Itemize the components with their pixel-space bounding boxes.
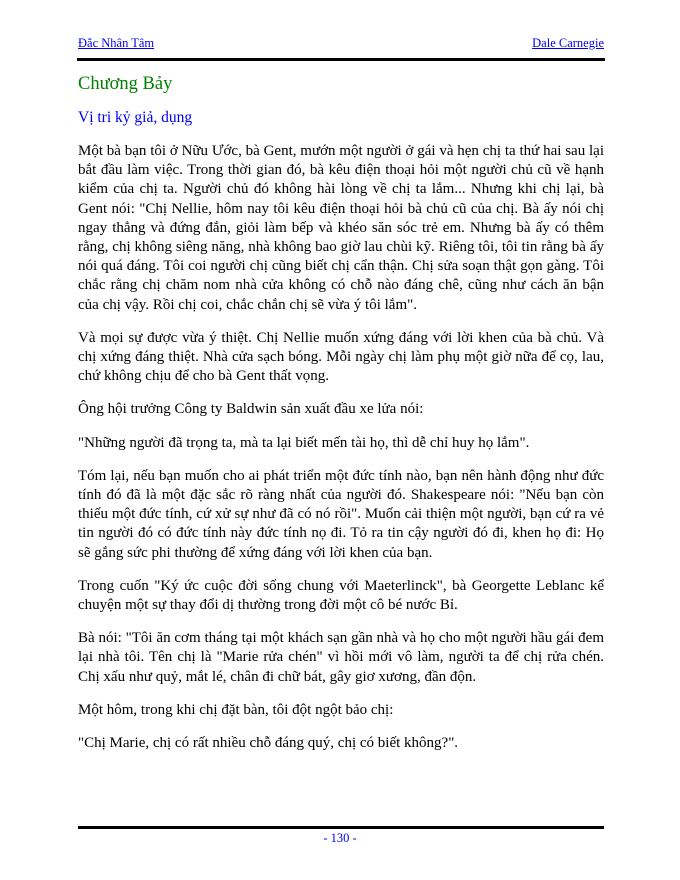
paragraph: Ông hội trưởng Công ty Baldwin sản xuất đầu xe lửa nói: xyxy=(78,401,424,418)
paragraph: Tóm lại, nếu bạn muốn cho ai phát triển một đức tính nào, bạn nên hành động như đức tính đó đã là một đặc sắc rõ ràng nhất của người đó. Shakespeare nói: "Nếu bạn còn thiếu một đức tính, cứ xử sự như đã có nó rồi". Muốn cải thiện một người, bạn cứ ra vẻ tin người đó có đức tính này đức tính nọ đi. Tỏ ra tin cậy người đó đi, khen họ đi: Họ sẽ gắng sức phi thường để xứng đáng với lời khen của bạn. xyxy=(78,467,604,561)
paragraph: Bà nói: "Tôi ăn cơm tháng tại một khách sạn gần nhà và họ cho một người hầu gái đem lại nhà tôi. Tên chị là "Marie rửa chén" vì hồi mới vô làm, người ta để chị rửa chén. Chị xấu như quỷ, mắt lé, chân đi chữ bát, gây giơ xương, đần độn. xyxy=(78,630,604,685)
paragraph: "Chị Marie, chị có rất nhiều chỗ đáng quý, chị có biết không?". xyxy=(78,735,459,752)
footer-divider-rule xyxy=(78,826,604,829)
paragraph: Một bà bạn tôi ở Nữu Ước, bà Gent, mướn một người ở gái và hẹn chị ta thứ hai sau lại bắt đầu làm việc. Trong thời gian đó, bà kêu điện thoại hỏi một người chủ cũ về hạnh kiểm của chị ta. Người chủ đó không hài lòng về chị ta lắm... Nhưng khi chị lại, bà Gent nói: "Chị Nellie, hôm nay tôi kêu điện thoại hỏi bà chủ cũ của chị. Bà ấy nói chị ngay thẳng và đứng đắn, giỏi làm bếp và khéo săn sóc trẻ em. Nhưng bà ấy có thêm rằng, chị không siêng năng, nhà không bao giờ lau chùi kỹ. Riêng tôi, tôi tin rằng bà ấy nói quá đáng. Tôi coi người chị cũng biết chị cẩn thận. Chị sửa soạn thật gọn gàng. Tôi chắc rằng chị chăm nom nhà cửa không có chỗ nào đáng chê, cũng như cách ăn bận của chị vậy. Rồi chị coi, chắc chắn chị sẽ vừa ý tôi lắm". xyxy=(78,143,604,313)
header-author-link[interactable]: Dale Carnegie xyxy=(532,36,604,50)
chapter-title: Chương Bảy xyxy=(78,74,173,94)
header-divider-rule xyxy=(77,58,605,61)
page-number: - 130 - xyxy=(323,831,357,845)
paragraph: Một hôm, trong khi chị đặt bàn, tôi đột ngột bảo chị: xyxy=(78,701,394,718)
page-header xyxy=(78,36,604,51)
chapter-subtitle: Vị tri kỷ giả, dụng xyxy=(78,109,193,126)
paragraph: "Những người đã trọng ta, mà ta lại biết mến tài họ, thì dễ chỉ huy họ lắm". xyxy=(78,434,530,451)
paragraph: Trong cuốn "Ký ức cuộc đời sống chung với Maeterlinck", bà Georgette Leblanc kể chuyện một sự thay đổi dị thường trong đời một cô bé nước Bỉ. xyxy=(78,577,604,614)
paragraph: Và mọi sự được vừa ý thiệt. Chị Nellie muốn xứng đáng với lời khen của bà chủ. Và chị xứng đáng thiệt. Nhà cửa sạch bóng. Mỗi ngày chị làm phụ một giờ nữa để cọ, lau, chứ không chịu để cho bà Gent thất vọng. xyxy=(78,329,604,385)
header-book-title-link[interactable]: Đắc Nhân Tâm xyxy=(78,36,155,50)
chapter-body xyxy=(78,142,604,767)
